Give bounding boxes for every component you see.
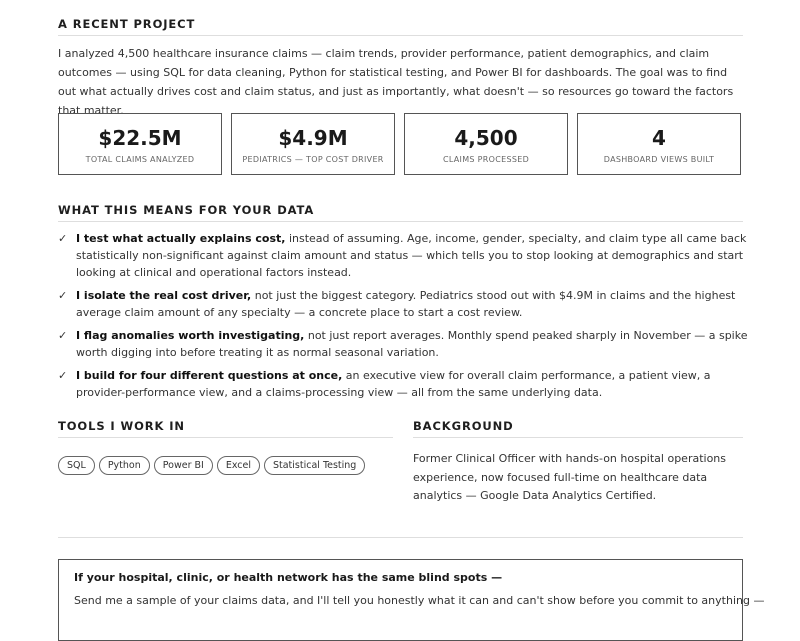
stat-label: DASHBOARD VIEWS BUILT: [603, 155, 715, 164]
list-item: [58, 327, 748, 361]
bullet-lead: I test what actually explains cost,: [76, 232, 286, 245]
bullet-lead: I build for four different questions at once,: [76, 369, 343, 382]
stats-row: [58, 113, 743, 175]
tools-heading: TOOLS I WORK IN: [58, 419, 393, 438]
stat-card-dashboard-views: [577, 113, 741, 175]
meaning-list: [58, 230, 748, 407]
bullet-text: not just the biggest category. Pediatrics stood out with $4.9M in claims and the highest average claim amount of any specialty — a concrete place to start a cost review.: [76, 289, 736, 319]
tools-tag-list: [58, 453, 398, 475]
stat-label: PEDIATRICS — TOP COST DRIVER: [242, 155, 384, 164]
cta-box: [58, 559, 765, 641]
checkmark-icon: ✓: [58, 369, 68, 382]
list-item: [58, 287, 748, 321]
section-divider: [58, 537, 743, 538]
project-intro: I analyzed 4,500 healthcare insurance claims — claim trends, provider performance, patient demographics, and claim outcomes — using SQL for data cleaning, Python for statistical testing, and Power BI for dashboards. The goal was to find out what actually drives cost and claim status, and just as importantly, what doesn't — so resources go toward the factors that matter.: [58, 47, 734, 117]
list-item: [58, 230, 748, 281]
stat-card-claims-processed: [404, 113, 568, 175]
cta-body: Send me a sample of your claims data, and I'll tell you honestly what it can and can't show before you commit to anything —: [74, 594, 765, 607]
tool-tag-sql: SQL: [58, 456, 95, 475]
background-text: Former Clinical Officer with hands-on hospital operations experience, now focused full-time on healthcare data analytics — Google Data Analytics Certified.: [413, 452, 727, 502]
cta-heading: If your hospital, clinic, or health network has the same blind spots —: [74, 571, 503, 584]
background-heading: BACKGROUND: [413, 419, 743, 438]
stat-label: CLAIMS PROCESSED: [442, 155, 530, 164]
bullet-lead: I flag anomalies worth investigating,: [76, 329, 305, 342]
stat-value: $22.5M: [98, 126, 182, 150]
tool-tag-excel: Excel: [217, 456, 260, 475]
stat-card-total-claims: [58, 113, 222, 175]
bullet-text: instead of assuming. Age, income, gender, specialty, and claim type all came back statistically non-significant against claim amount and status — which tells you to stop looking at demographics and start looking at clinical and operational factors instead.: [76, 232, 747, 279]
checkmark-icon: ✓: [58, 289, 68, 302]
bullet-lead: I isolate the real cost driver,: [76, 289, 252, 302]
tool-tag-python: Python: [99, 456, 150, 475]
stat-value: $4.9M: [278, 126, 348, 150]
tool-tag-power-bi: Power BI: [154, 456, 213, 475]
stat-value: 4,500: [454, 126, 518, 150]
meaning-heading: WHAT THIS MEANS FOR YOUR DATA: [58, 203, 743, 222]
bullet-text: an executive view for overall claim performance, a patient view, a provider-performance view, and a claims-processing view — all from the same underlying data.: [76, 369, 711, 399]
stat-label: TOTAL CLAIMS ANALYZED: [85, 155, 195, 164]
checkmark-icon: ✓: [58, 329, 68, 342]
bullet-text: not just report averages. Monthly spend peaked sharply in November — a spike worth digging into before treating it as normal seasonal variation.: [76, 329, 748, 359]
stat-card-pediatrics: [231, 113, 395, 175]
tool-tag-statistical-testing: Statistical Testing: [264, 456, 365, 475]
checkmark-icon: ✓: [58, 232, 68, 245]
stat-value: 4: [652, 126, 666, 150]
recent-project-heading: A RECENT PROJECT: [58, 17, 743, 36]
list-item: [58, 367, 748, 401]
